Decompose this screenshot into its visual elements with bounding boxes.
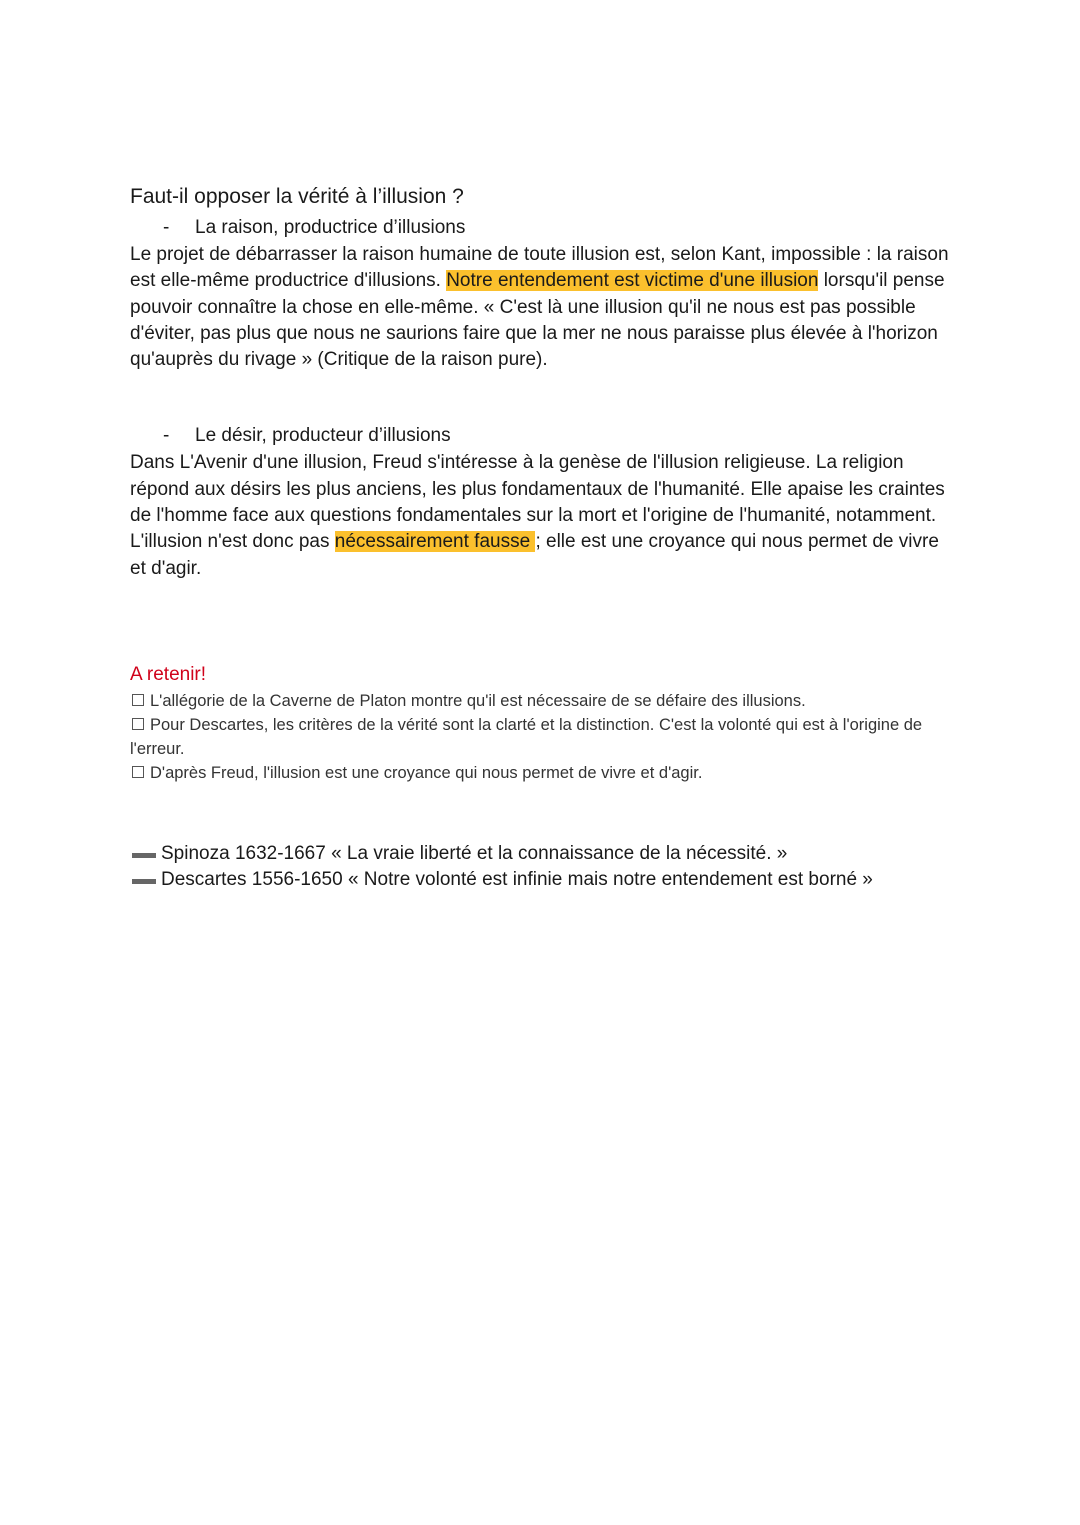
dash-bullet: - bbox=[163, 217, 170, 238]
section-heading-label: Le désir, producteur d’illusions bbox=[195, 425, 451, 447]
quote-descartes bbox=[130, 867, 960, 894]
quote-spinoza bbox=[130, 841, 960, 868]
dash-bullet: - bbox=[163, 425, 170, 447]
paragraph-text: Dans L'Avenir d'une illusion, Freud s'intéresse à la genèse de l'illusion religieuse. La religion répond aux désirs les plus anciens, les plus fondamentaux de l'humanité. Elle apaise les craintes de l'homme face aux questions fondamentales sur la mort et l'origine de l'humanité, notamment. L'illusion n'est donc pas bbox=[130, 452, 945, 553]
paragraph-text: Le projet de débarrasser la raison humaine de toute illusion est, selon Kant, impossible : la raison est elle-même productrice d'illusions. bbox=[130, 244, 949, 292]
paragraph-text: ; elle est une croyance qui nous permet de vivre et d'agir. bbox=[130, 531, 939, 579]
paragraph-desir bbox=[130, 450, 960, 581]
paragraph-text: lorsqu'il pense pouvoir connaître la chose en elle-même. « C'est là une illusion qu'il ne nous est pas possible d'éviter, pas plus que nous ne saurions faire que la mer ne nous paraisse plus élevée à l'horizon qu'auprès du rivage » (Critique de la raison pure). bbox=[130, 270, 945, 371]
retenir-title: A retenir! bbox=[130, 663, 207, 685]
retenir-item-text: Pour Descartes, les critères de la vérité sont la clarté et la distinction. C'est la volonté qui est à l'origine de l'erreur. bbox=[130, 715, 923, 758]
dash-bar-icon bbox=[132, 853, 156, 858]
retenir-item bbox=[130, 689, 960, 713]
retenir-item-text: L'allégorie de la Caverne de Platon montre qu'il est nécessaire de se défaire des illusions. bbox=[150, 691, 806, 710]
section-heading-desir bbox=[130, 425, 960, 447]
section-heading-label: La raison, productrice d’illusions bbox=[195, 217, 466, 238]
retenir-item bbox=[130, 761, 960, 785]
section-heading-raison bbox=[130, 217, 960, 239]
checkbox-square-icon bbox=[132, 694, 144, 706]
checkbox-square-icon bbox=[132, 766, 144, 778]
quote-text: Spinoza 1632-1667 « La vraie liberté et la connaissance de la nécessité. » bbox=[161, 842, 788, 864]
highlighted-text: Notre entendement est victime d'une illusion bbox=[446, 270, 819, 292]
checkbox-square-icon bbox=[132, 718, 144, 730]
retenir-item-text: D'après Freud, l'illusion est une croyance qui nous permet de vivre et d'agir. bbox=[150, 763, 703, 782]
dash-bar-icon bbox=[132, 879, 156, 884]
quote-text: Descartes 1556-1650 « Notre volonté est infinie mais notre entendement est borné » bbox=[161, 869, 873, 891]
page-title: Faut-il opposer la vérité à l’illusion ? bbox=[130, 185, 464, 208]
document-page bbox=[130, 183, 960, 894]
paragraph-raison bbox=[130, 242, 960, 373]
highlighted-text: nécessairement fausse bbox=[334, 531, 536, 553]
retenir-item bbox=[130, 713, 960, 761]
